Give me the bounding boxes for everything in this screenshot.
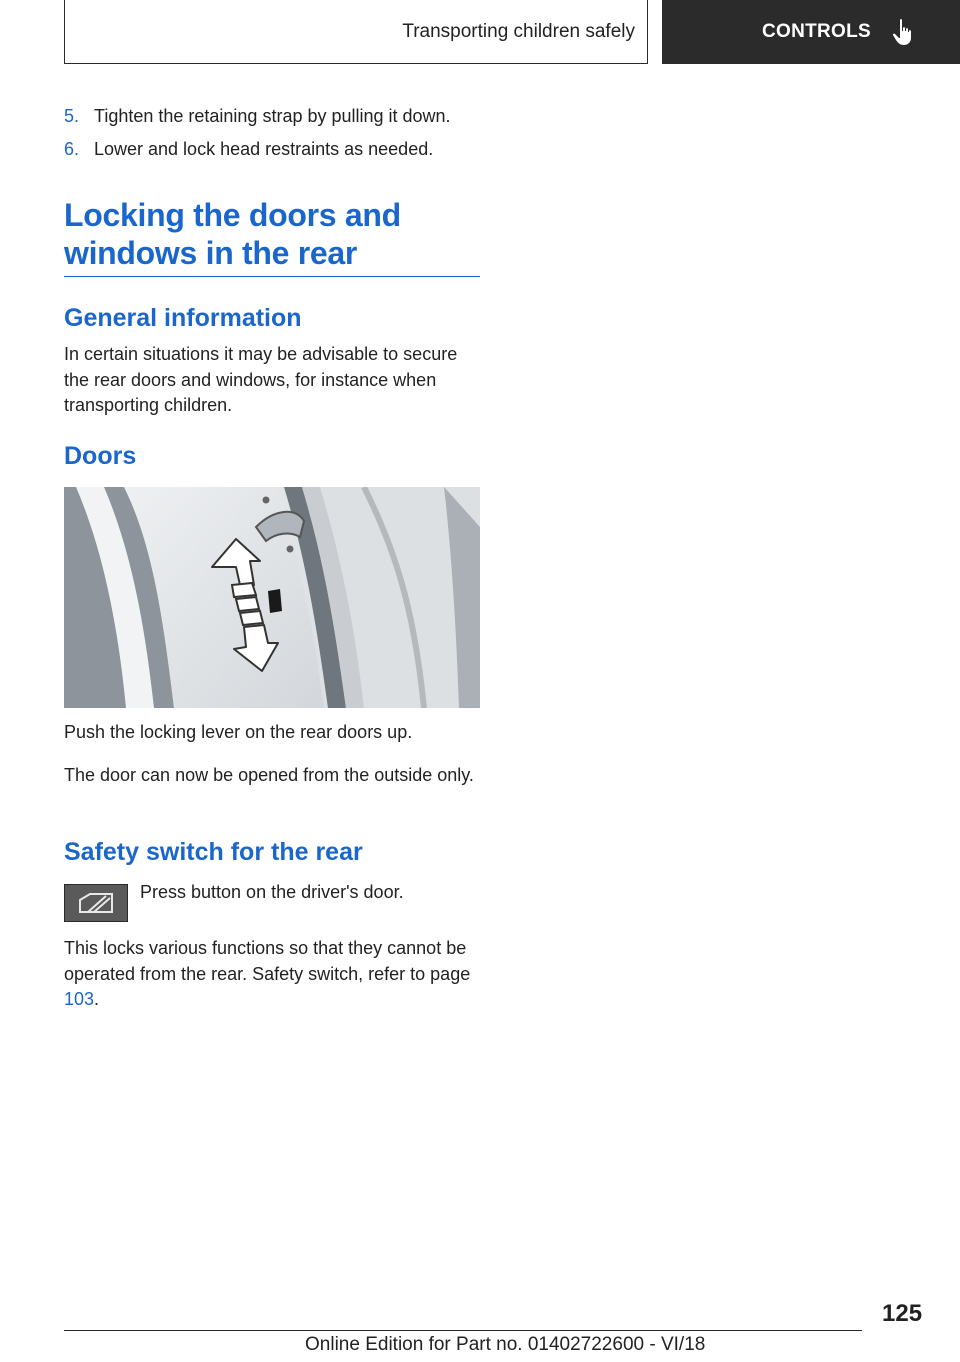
door-locking-lever-illustration [64,487,480,708]
header-section-title [64,0,648,64]
general-information-text: In certain situations it may be advisable to secure the rear doors and windows, for instance when transporting children. [64,344,458,415]
page-title: Locking the doors and windows in the rear [64,196,480,277]
general-information-heading: General information [64,304,302,332]
step-number: 6. [64,139,80,159]
section-title: Transporting children safely [402,20,635,42]
window-lock-icon [76,890,116,916]
page-number: 125 [882,1300,923,1327]
list-item [64,139,433,160]
safety-switch-heading: Safety switch for the rear [64,838,363,866]
edition-text: Online Edition for Part no. 01402722600 - VI/18 [305,1334,706,1355]
list-item [64,106,451,127]
chapter-title: CONTROLS [762,21,872,42]
safety-switch-description: This locks various functions so that they cannot be operated from the rear. Safety switch, refer to page 103. [64,938,471,1009]
step-number: 5. [64,106,80,126]
doors-result-text: The door can now be opened from the outside only. [64,765,474,785]
safety-switch-button-text: Press button on the driver's door. [140,882,404,902]
page-reference-link[interactable]: 103 [64,989,95,1009]
safety-switch-button-symbol [64,884,128,922]
doors-instruction-text: Push the locking lever on the rear doors up. [64,722,413,742]
doors-heading: Doors [64,442,137,470]
step-text: Lower and lock head restraints as needed. [94,139,434,159]
step-text: Tighten the retaining strap by pulling it down. [94,106,451,126]
footer-divider [64,1330,862,1331]
header-chapter-tab[interactable] [662,0,960,64]
pointing-hand-icon [891,18,917,46]
